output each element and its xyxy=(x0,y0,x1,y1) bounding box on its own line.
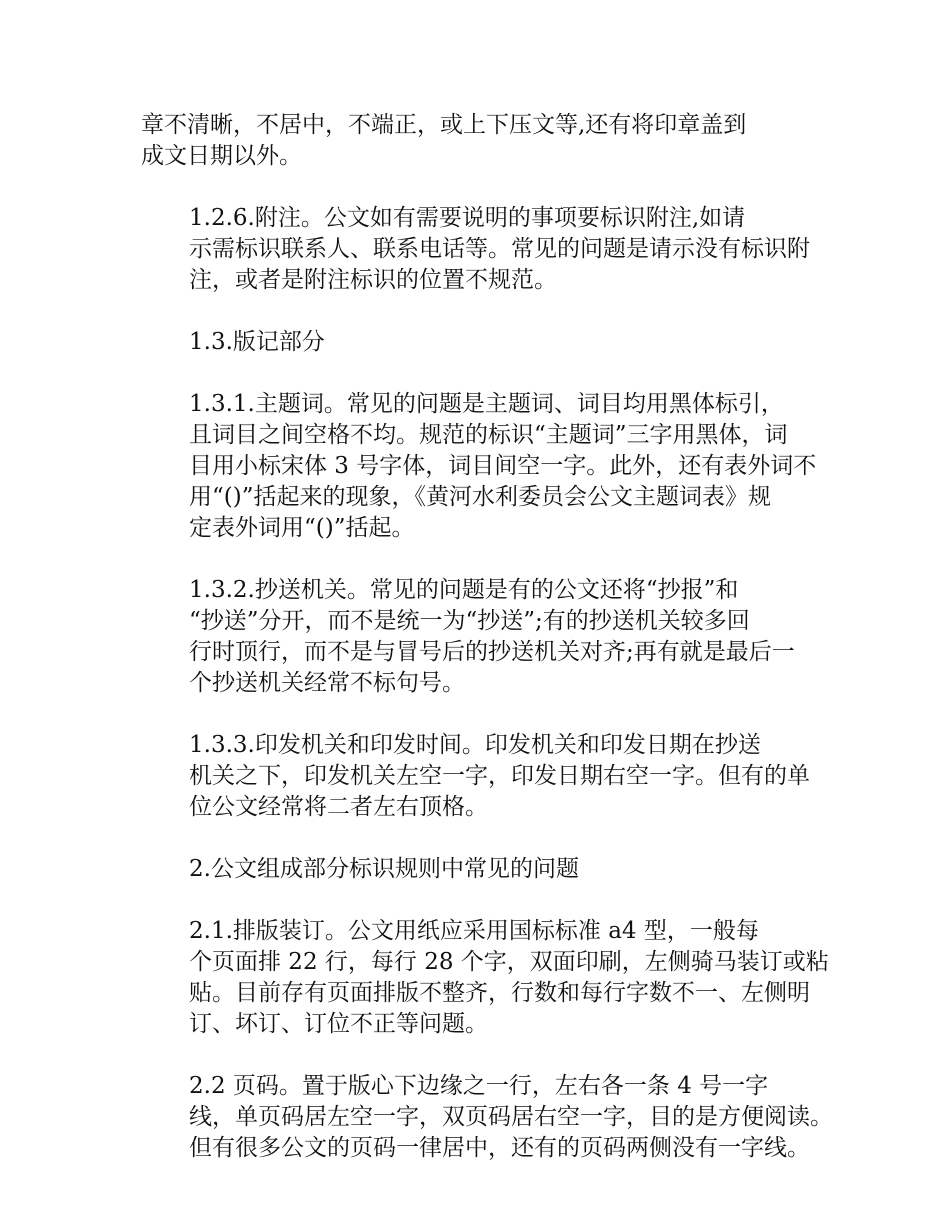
text-line: 位公文经常将二者左右顶格。 xyxy=(189,794,488,820)
text-line: 1.3.版记部分 xyxy=(189,329,325,355)
document-body xyxy=(141,110,841,1195)
paragraph xyxy=(141,110,841,172)
paragraph xyxy=(141,1071,841,1164)
text-line: 行时顶行，而不是与冒号后的抄送机关对齐;再有就是最后一 xyxy=(189,639,795,665)
text-line: 成文日期以外。 xyxy=(141,143,302,169)
text-line: “抄送”分开，而不是统一为“抄送”;有的抄送机关较多回 xyxy=(189,608,750,634)
text-line: 注，或者是附注标识的位置不规范。 xyxy=(189,267,557,293)
text-line: 个页面排 22 行，每行 28 个字，双面印刷，左侧骑马装订或粘 xyxy=(189,949,829,975)
text-line: 机关之下，印发机关左空一字，印发日期右空一字。但有的单 xyxy=(189,763,810,789)
section-heading xyxy=(141,854,841,885)
text-line: 1.2.6.附注。公文如有需要说明的事项要标识附注,如请 xyxy=(189,205,746,231)
text-line: 订、坏订、订位不正等问题。 xyxy=(189,1011,488,1037)
text-line: 2.公文组成部分标识规则中常见的问题 xyxy=(189,856,579,882)
text-line: 线，单页码居左空一字，双页码居右空一字，目的是方便阅读。 xyxy=(189,1104,833,1130)
paragraph xyxy=(141,575,841,699)
text-line: 个抄送机关经常不标句号。 xyxy=(189,670,465,696)
text-line: 示需标识联系人、联系电话等。常见的问题是请示没有标识附 xyxy=(189,236,810,262)
text-line: 1.3.1.主题词。常见的问题是主题词、词目均用黑体标引， xyxy=(189,391,784,417)
text-line: 1.3.2.抄送机关。常见的问题是有的公文还将“抄报”和 xyxy=(189,577,739,603)
paragraph xyxy=(141,730,841,823)
paragraph xyxy=(141,916,841,1040)
text-line: 2.2 页码。置于版心下边缘之一行，左右各一条 4 号一字 xyxy=(189,1073,769,1099)
text-line: 目用小标宋体 3 号字体，词目间空一字。此外，还有表外词不 xyxy=(189,453,817,479)
paragraph xyxy=(141,203,841,296)
section-heading xyxy=(141,327,841,358)
text-line: 用“()”括起来的现象，《黄河水利委员会公文主题词表》规 xyxy=(189,484,771,510)
paragraph xyxy=(141,389,841,544)
text-line: 2.1.排版装订。公文用纸应采用国标标准 a4 型，一般每 xyxy=(189,918,759,944)
text-line: 章不清晰，不居中，不端正，或上下压文等,还有将印章盖到 xyxy=(141,112,747,138)
text-line: 贴。目前存有页面排版不整齐，行数和每行字数不一、左侧明 xyxy=(189,980,810,1006)
text-line: 1.3.3.印发机关和印发时间。印发机关和印发日期在抄送 xyxy=(189,732,761,758)
text-line: 但有很多公文的页码一律居中，还有的页码两侧没有一字线。 xyxy=(189,1135,810,1161)
text-line: 且词目之间空格不均。规范的标识“主题词”三字用黑体，词 xyxy=(189,422,788,448)
text-line: 定表外词用“()”括起。 xyxy=(189,515,415,541)
